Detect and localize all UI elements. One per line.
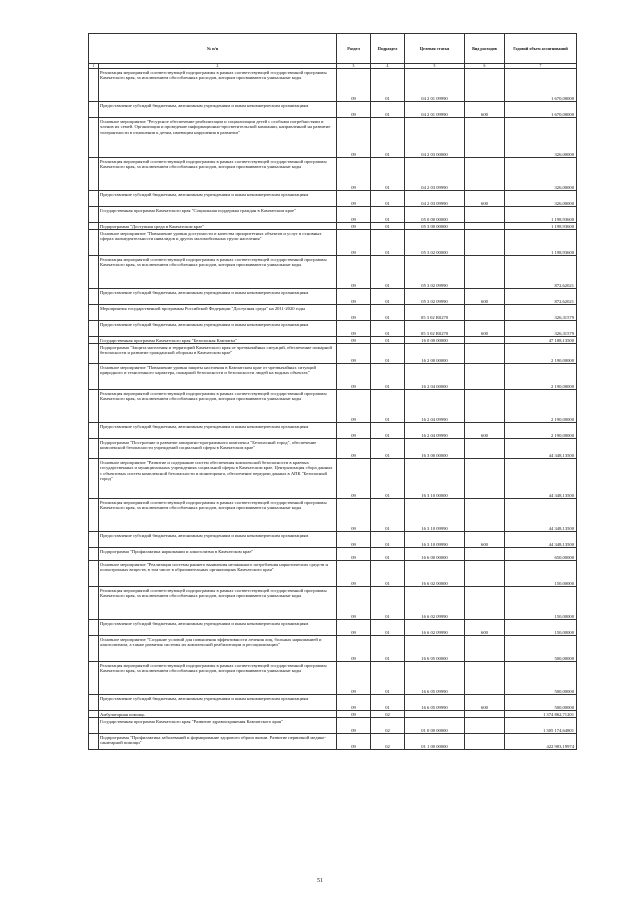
table-row xyxy=(89,337,577,344)
table-row xyxy=(89,423,577,439)
row-index-cell xyxy=(89,390,99,423)
row-vr-cell xyxy=(465,223,505,230)
row-amount-cell: 2 190,00000 xyxy=(505,423,577,439)
table-row xyxy=(89,230,577,256)
row-vr-cell xyxy=(465,587,505,620)
row-index-cell xyxy=(89,305,99,321)
table-row xyxy=(89,344,577,364)
row-target-cell: 01 1 00 00000 xyxy=(405,734,465,750)
row-index-cell xyxy=(89,364,99,390)
row-index-cell xyxy=(89,69,99,102)
table-row xyxy=(89,321,577,337)
row-index-cell xyxy=(89,695,99,711)
row-index-cell xyxy=(89,587,99,620)
row-target-cell xyxy=(405,711,465,718)
row-subsection-cell: 01 xyxy=(371,499,405,532)
row-target-cell: 16 6 05 09990 xyxy=(405,695,465,711)
row-amount-cell: 326,31579 xyxy=(505,321,577,337)
row-amount-cell: 422 983,19974 xyxy=(505,734,577,750)
row-index-cell xyxy=(89,289,99,305)
table-row xyxy=(89,695,577,711)
row-name-cell: Основное мероприятие "Создание условий для повышения эффективности лечения лиц, больных наркоманией и алкоголизмом, а также развития системы их комплексной реабилитации и ресоциализации" xyxy=(99,636,337,662)
row-section-cell: 09 xyxy=(337,423,371,439)
row-section-cell: 09 xyxy=(337,230,371,256)
row-vr-cell xyxy=(465,499,505,532)
row-amount-cell: 326,31579 xyxy=(505,305,577,321)
row-target-cell: 16 2 04 09990 xyxy=(405,423,465,439)
row-amount-cell: 326,00000 xyxy=(505,118,577,158)
row-section-cell: 09 xyxy=(337,620,371,636)
table-row xyxy=(89,118,577,158)
row-subsection-cell: 01 xyxy=(371,344,405,364)
row-subsection-cell: 01 xyxy=(371,390,405,423)
row-vr-cell xyxy=(465,548,505,561)
table-row xyxy=(89,223,577,230)
row-name-cell: Подпрограмма "Профилактика наркомании и алкоголизма в Камчатском крае" xyxy=(99,548,337,561)
row-subsection-cell: 01 xyxy=(371,207,405,223)
row-amount-cell: 150,00000 xyxy=(505,561,577,587)
row-vr-cell: 600 xyxy=(465,289,505,305)
row-target-cell: 16 6 02 00000 xyxy=(405,561,465,587)
table-row xyxy=(89,191,577,207)
row-amount-cell: 1 670,00000 xyxy=(505,102,577,118)
colnum-7: 7 xyxy=(505,64,577,69)
row-index-cell xyxy=(89,344,99,364)
row-amount-cell: 44 348,13500 xyxy=(505,499,577,532)
row-subsection-cell: 01 xyxy=(371,230,405,256)
row-section-cell: 09 xyxy=(337,102,371,118)
row-name-cell: Подпрограмма "Построение и развитие аппаратно-программного комплекса "Безопасный город", обеспечение комплексной безопасности учреждений социальной сферы в Камчатском крае" xyxy=(99,439,337,459)
row-target-cell: 05 3 02 09990 xyxy=(405,256,465,289)
row-section-cell: 09 xyxy=(337,548,371,561)
row-vr-cell xyxy=(465,734,505,750)
row-amount-cell: 1 374 862,71201 xyxy=(505,711,577,718)
row-section-cell: 09 xyxy=(337,734,371,750)
row-subsection-cell: 01 xyxy=(371,102,405,118)
header-target: Целевая статья xyxy=(405,34,465,64)
row-index-cell xyxy=(89,223,99,230)
row-amount-cell: 650,00000 xyxy=(505,548,577,561)
page-number: 51 xyxy=(317,878,323,884)
row-section-cell: 09 xyxy=(337,459,371,499)
row-vr-cell xyxy=(465,662,505,695)
row-index-cell xyxy=(89,191,99,207)
row-name-cell: Предоставление субсидий бюджетным, автономным учреждениям и иным некоммерческим организациям xyxy=(99,532,337,548)
row-vr-cell xyxy=(465,718,505,734)
row-amount-cell: 2 190,00000 xyxy=(505,390,577,423)
row-name-cell: Предоставление субсидий бюджетным, автономным учреждениям и иным некоммерческим организациям xyxy=(99,620,337,636)
row-vr-cell xyxy=(465,337,505,344)
row-vr-cell xyxy=(465,439,505,459)
table-row xyxy=(89,711,577,718)
row-vr-cell xyxy=(465,305,505,321)
row-target-cell: 04 2 03 09990 xyxy=(405,191,465,207)
row-amount-cell: 1 305 174,64801 xyxy=(505,718,577,734)
row-name-cell: Основное мероприятие "Развитие и содержание систем обеспечения комплексной безопасности в краевых государственных и муниципальных учреждениях социальной сферы в Камчатском крае. Централизация сбора данных с объектовых систем комплексной безопасности и мониторинга, обеспечение передачи данных в АПК "Безопасный город" xyxy=(99,459,337,499)
row-section-cell: 09 xyxy=(337,256,371,289)
row-index-cell xyxy=(89,158,99,191)
row-section-cell: 09 xyxy=(337,289,371,305)
row-name-cell: Основное мероприятие "Ресурсное обеспечение реабилитации и социализации детей с особыми потребностями и членов их семей. Организация и проведение информационно-просветительской кампании, направленной на развитие толерантности в отношении к детям, имеющим нарушения в развитии" xyxy=(99,118,337,158)
row-amount-cell: 326,00000 xyxy=(505,158,577,191)
row-target-cell: 16 6 05 00000 xyxy=(405,636,465,662)
table-row xyxy=(89,364,577,390)
table-row xyxy=(89,158,577,191)
table-row xyxy=(89,305,577,321)
row-target-cell: 04 2 03 00000 xyxy=(405,118,465,158)
row-subsection-cell: 02 xyxy=(371,734,405,750)
row-name-cell: Предоставление субсидий бюджетным, автономным учреждениям и иным некоммерческим организациям xyxy=(99,321,337,337)
row-amount-cell: 2 190,00000 xyxy=(505,364,577,390)
row-name-cell: Предоставление субсидий бюджетным, автономным учреждениям и иным некоммерческим организациям xyxy=(99,102,337,118)
row-vr-cell xyxy=(465,561,505,587)
row-name-cell: Реализация мероприятий соответствующей подпрограммы в рамках соответствующей государственной программы Камчатского края, за исключением обособленных расходов, которым присваиваются уникальные коды xyxy=(99,662,337,695)
row-amount-cell: 44 348,13500 xyxy=(505,439,577,459)
row-section-cell: 09 xyxy=(337,636,371,662)
row-name-cell: Предоставление субсидий бюджетным, автономным учреждениям и иным некоммерческим организациям xyxy=(99,289,337,305)
row-index-cell xyxy=(89,102,99,118)
row-name-cell: Реализация мероприятий соответствующей подпрограммы в рамках соответствующей государственной программы Камчатского края, за исключением обособленных расходов, которым присваиваются уникальные коды xyxy=(99,390,337,423)
row-section-cell: 09 xyxy=(337,191,371,207)
row-amount-cell: 44 348,13500 xyxy=(505,459,577,499)
row-subsection-cell: 01 xyxy=(371,662,405,695)
row-subsection-cell: 01 xyxy=(371,587,405,620)
table-row xyxy=(89,207,577,223)
row-name-cell: Подпрограмма "Профилактика заболеваний и формирование здорового образа жизни. Развитие первичной медико-санитарной помощи" xyxy=(99,734,337,750)
row-target-cell: 01 0 00 00000 xyxy=(405,718,465,734)
row-subsection-cell: 01 xyxy=(371,439,405,459)
row-index-cell xyxy=(89,256,99,289)
row-index-cell xyxy=(89,230,99,256)
row-amount-cell: 44 348,13500 xyxy=(505,532,577,548)
row-section-cell: 09 xyxy=(337,499,371,532)
header-num: № п/п xyxy=(89,34,337,64)
row-target-cell: 16 2 00 00000 xyxy=(405,344,465,364)
row-amount-cell: 1 670,00000 xyxy=(505,69,577,102)
row-section-cell: 09 xyxy=(337,69,371,102)
row-subsection-cell: 01 xyxy=(371,321,405,337)
row-target-cell: 16 3 10 09990 xyxy=(405,499,465,532)
row-index-cell xyxy=(89,548,99,561)
colnum-1: 1 xyxy=(89,64,99,69)
row-name-cell: Реализация мероприятий соответствующей подпрограммы в рамках соответствующей государственной программы Камчатского края, за исключением обособленных расходов, которым присваиваются уникальные коды xyxy=(99,587,337,620)
table-row xyxy=(89,390,577,423)
row-name-cell: Предоставление субсидий бюджетным, автономным учреждениям и иным некоммерческим организациям xyxy=(99,191,337,207)
row-name-cell: Основное мероприятие "Повышение уровня защиты населения в Камчатском крае от чрезвычайных ситуаций природного и техногенного характера, пожарной безопасности и безопасности людей на водных объектах" xyxy=(99,364,337,390)
row-section-cell: 09 xyxy=(337,223,371,230)
row-amount-cell: 326,00000 xyxy=(505,191,577,207)
row-name-cell: Подпрограмма "Защита населения и территорий Камчатского края от чрезвычайных ситуаций, обеспечение пожарной безопасности и развитие гражданской обороны в Камчатском крае" xyxy=(99,344,337,364)
row-target-cell: 05 3 02 09990 xyxy=(405,289,465,305)
row-index-cell xyxy=(89,662,99,695)
row-name-cell: Государственная программа Камчатского края "Безопасная Камчатка" xyxy=(99,337,337,344)
row-amount-cell: 872,62021 xyxy=(505,289,577,305)
row-name-cell: Реализация мероприятий соответствующей подпрограммы в рамках соответствующей государственной программы Камчатского края, за исключением обособленных расходов, которым присваиваются уникальные коды xyxy=(99,256,337,289)
row-name-cell: Основное мероприятие "Повышение уровня доступности и качества приоритетных объектов и услуг в основных сферах жизнедеятельности инвалидов и других маломобильных групп населения" xyxy=(99,230,337,256)
row-vr-cell: 600 xyxy=(465,423,505,439)
row-subsection-cell: 01 xyxy=(371,620,405,636)
row-subsection-cell: 01 xyxy=(371,305,405,321)
table-row xyxy=(89,69,577,102)
table-row xyxy=(89,499,577,532)
table-row xyxy=(89,532,577,548)
table-row xyxy=(89,636,577,662)
row-name-cell: Предоставление субсидий бюджетным, автономным учреждениям и иным некоммерческим организациям xyxy=(99,423,337,439)
row-vr-cell: 600 xyxy=(465,695,505,711)
row-index-cell xyxy=(89,636,99,662)
table-header-row xyxy=(89,34,577,64)
table-row xyxy=(89,256,577,289)
row-target-cell: 16 0 00 00000 xyxy=(405,337,465,344)
row-target-cell: 16 3 00 00000 xyxy=(405,439,465,459)
row-section-cell: 09 xyxy=(337,321,371,337)
row-target-cell: 16 6 02 09990 xyxy=(405,620,465,636)
row-target-cell: 16 6 00 00000 xyxy=(405,548,465,561)
table-row xyxy=(89,734,577,750)
row-target-cell: 04 2 01 09990 xyxy=(405,102,465,118)
table-row xyxy=(89,620,577,636)
row-section-cell: 09 xyxy=(337,587,371,620)
row-section-cell: 09 xyxy=(337,344,371,364)
row-target-cell: 16 3 10 09990 xyxy=(405,532,465,548)
row-index-cell xyxy=(89,321,99,337)
row-vr-cell: 600 xyxy=(465,620,505,636)
row-section-cell: 09 xyxy=(337,695,371,711)
row-target-cell: 16 6 02 09990 xyxy=(405,587,465,620)
table-row xyxy=(89,718,577,734)
row-subsection-cell: 01 xyxy=(371,191,405,207)
colnum-5: 5 xyxy=(405,64,465,69)
row-target-cell: 05 3 02 R0270 xyxy=(405,305,465,321)
row-index-cell xyxy=(89,734,99,750)
row-name-cell: Реализация мероприятий соответствующей подпрограммы в рамках соответствующей государственной программы Камчатского края, за исключением обособленных расходов, которым присваиваются уникальные коды xyxy=(99,69,337,102)
row-amount-cell: 47 188,13500 xyxy=(505,337,577,344)
row-target-cell: 04 2 03 09990 xyxy=(405,158,465,191)
row-amount-cell: 1 198,93600 xyxy=(505,223,577,230)
row-target-cell: 04 2 01 09990 xyxy=(405,69,465,102)
row-index-cell xyxy=(89,499,99,532)
colnum-6: 6 xyxy=(465,64,505,69)
table-row xyxy=(89,459,577,499)
row-amount-cell: 2 190,00000 xyxy=(505,344,577,364)
row-index-cell xyxy=(89,337,99,344)
table-row xyxy=(89,561,577,587)
row-index-cell xyxy=(89,439,99,459)
row-section-cell: 09 xyxy=(337,711,371,718)
table-row xyxy=(89,102,577,118)
row-section-cell: 09 xyxy=(337,305,371,321)
row-vr-cell xyxy=(465,364,505,390)
colnum-4: 4 xyxy=(371,64,405,69)
row-subsection-cell: 01 xyxy=(371,636,405,662)
row-subsection-cell: 01 xyxy=(371,561,405,587)
row-vr-cell xyxy=(465,230,505,256)
row-target-cell: 16 2 04 09990 xyxy=(405,390,465,423)
row-name-cell: Реализация мероприятий соответствующей подпрограммы в рамках соответствующей государственной программы Камчатского края, за исключением обособленных расходов, которым присваиваются уникальные коды xyxy=(99,499,337,532)
row-vr-cell xyxy=(465,118,505,158)
row-subsection-cell: 01 xyxy=(371,223,405,230)
row-index-cell xyxy=(89,620,99,636)
row-vr-cell xyxy=(465,636,505,662)
row-index-cell xyxy=(89,459,99,499)
row-subsection-cell: 02 xyxy=(371,711,405,718)
row-subsection-cell: 01 xyxy=(371,532,405,548)
row-amount-cell: 150,00000 xyxy=(505,587,577,620)
row-target-cell: 05 3 02 00000 xyxy=(405,230,465,256)
row-subsection-cell: 01 xyxy=(371,337,405,344)
row-amount-cell: 500,00000 xyxy=(505,636,577,662)
row-section-cell: 09 xyxy=(337,207,371,223)
row-index-cell xyxy=(89,718,99,734)
row-index-cell xyxy=(89,118,99,158)
row-vr-cell: 600 xyxy=(465,102,505,118)
row-target-cell: 16 6 05 09990 xyxy=(405,662,465,695)
row-subsection-cell: 01 xyxy=(371,548,405,561)
row-name-cell: Предоставление субсидий бюджетным, автономным учреждениям и иным некоммерческим организациям xyxy=(99,695,337,711)
row-subsection-cell: 01 xyxy=(371,256,405,289)
row-section-cell: 09 xyxy=(337,158,371,191)
colnum-2: 2 xyxy=(99,64,337,69)
row-amount-cell: 500,00000 xyxy=(505,662,577,695)
table-row xyxy=(89,289,577,305)
row-section-cell: 09 xyxy=(337,390,371,423)
colnum-3: 3 xyxy=(337,64,371,69)
row-name-cell: Подпрограмма "Доступная среда в Камчатском крае" xyxy=(99,223,337,230)
row-target-cell: 05 3 02 R0270 xyxy=(405,321,465,337)
row-subsection-cell: 01 xyxy=(371,69,405,102)
row-vr-cell xyxy=(465,711,505,718)
header-vr: Вид расходов xyxy=(465,34,505,64)
row-subsection-cell: 02 xyxy=(371,718,405,734)
row-index-cell xyxy=(89,561,99,587)
table-row xyxy=(89,548,577,561)
row-section-cell: 09 xyxy=(337,337,371,344)
row-name-cell: Амбулаторная помощь xyxy=(99,711,337,718)
row-target-cell: 05 0 00 00000 xyxy=(405,207,465,223)
row-index-cell xyxy=(89,711,99,718)
row-index-cell xyxy=(89,207,99,223)
row-vr-cell xyxy=(465,390,505,423)
header-amount: Годовой объем ассигнований xyxy=(505,34,577,64)
header-section: Раздел xyxy=(337,34,371,64)
row-name-cell: Мероприятия государственной программы Российской Федерации "Доступная среда" на 2011-2020 годы xyxy=(99,305,337,321)
row-subsection-cell: 01 xyxy=(371,158,405,191)
row-index-cell xyxy=(89,423,99,439)
header-subsection: Подраздел xyxy=(371,34,405,64)
row-section-cell: 09 xyxy=(337,561,371,587)
row-amount-cell: 500,00000 xyxy=(505,695,577,711)
row-name-cell: Реализация мероприятий соответствующей подпрограммы в рамках соответствующей государственной программы Камчатского края, за исключением обособленных расходов, которым присваиваются уникальные коды xyxy=(99,158,337,191)
row-subsection-cell: 01 xyxy=(371,364,405,390)
row-section-cell: 09 xyxy=(337,718,371,734)
row-vr-cell: 600 xyxy=(465,532,505,548)
row-subsection-cell: 01 xyxy=(371,695,405,711)
row-vr-cell xyxy=(465,459,505,499)
row-vr-cell: 600 xyxy=(465,191,505,207)
budget-table xyxy=(88,33,577,750)
row-section-cell: 09 xyxy=(337,532,371,548)
row-section-cell: 09 xyxy=(337,118,371,158)
row-name-cell: Государственная программа Камчатского края "Развитие здравоохранения Камчатского края" xyxy=(99,718,337,734)
row-name-cell: Государственная программа Камчатского края "Социальная поддержка граждан в Камчатском крае" xyxy=(99,207,337,223)
row-vr-cell: 600 xyxy=(465,321,505,337)
row-section-cell: 09 xyxy=(337,662,371,695)
row-subsection-cell: 01 xyxy=(371,289,405,305)
row-amount-cell: 872,62021 xyxy=(505,256,577,289)
row-index-cell xyxy=(89,532,99,548)
row-section-cell: 09 xyxy=(337,439,371,459)
row-vr-cell xyxy=(465,344,505,364)
row-subsection-cell: 01 xyxy=(371,459,405,499)
row-amount-cell: 1 198,93600 xyxy=(505,230,577,256)
row-vr-cell xyxy=(465,256,505,289)
table-row xyxy=(89,439,577,459)
table-row xyxy=(89,587,577,620)
row-amount-cell: 150,00000 xyxy=(505,620,577,636)
row-target-cell: 16 3 10 00000 xyxy=(405,459,465,499)
row-target-cell: 05 3 00 00000 xyxy=(405,223,465,230)
row-vr-cell xyxy=(465,158,505,191)
row-vr-cell xyxy=(465,207,505,223)
row-vr-cell xyxy=(465,69,505,102)
table-row xyxy=(89,662,577,695)
row-amount-cell: 1 198,93600 xyxy=(505,207,577,223)
row-subsection-cell: 01 xyxy=(371,118,405,158)
row-name-cell: Основное мероприятие "Реализация системы раннего выявления незаконного потребления наркотических средств и психотропных веществ, в том числе в образовательных организациях Камчатского края" xyxy=(99,561,337,587)
row-section-cell: 09 xyxy=(337,364,371,390)
row-target-cell: 16 2 04 00000 xyxy=(405,364,465,390)
row-subsection-cell: 01 xyxy=(371,423,405,439)
